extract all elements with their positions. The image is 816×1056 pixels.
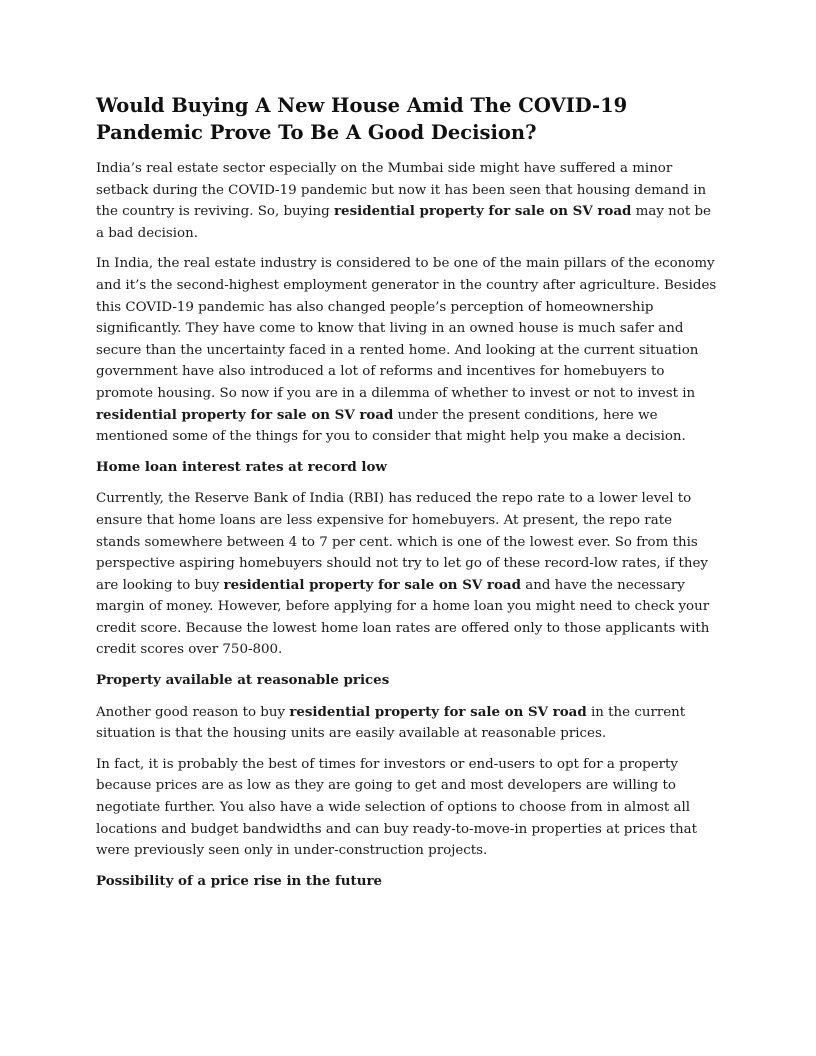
- intro-keyword: residential property for sale on SV road: [334, 203, 632, 220]
- context-paragraph: [96, 253, 720, 447]
- article-title: Would Buying A New House Amid The COVID-19 Pandemic Prove To Be A Good Decision?: [96, 94, 628, 144]
- intro-paragraph: [96, 158, 720, 244]
- section-heading-reasonable-prices: Property available at reasonable prices: [96, 672, 390, 689]
- context-keyword: residential property for sale on SV road: [96, 406, 394, 423]
- context-text-2: under the present conditions, here we mentioned some of the things for you to consider that might help you make a decision.: [96, 407, 686, 445]
- prices-keyword: residential property for sale on SV road: [289, 703, 587, 720]
- loan-keyword: residential property for sale on SV road: [223, 576, 521, 593]
- section-heading-loan-rates: Home loan interest rates at record low: [96, 458, 387, 475]
- context-text-1: In India, the real estate industry is considered to be one of the main pillars of the economy and it’s the second-highest employment generator in the country after agriculture. Besides this COVID-19 pandemic has also changed people’s perception of homeownership significantly. They have come to know that living in an owned house is much safer and secure than the uncertainty faced in a rented home. And looking at the current situation government have also introduced a lot of reforms and incentives for homebuyers to promote housing. So now if you are in a dilemma of whether to invest or not to invest in: [96, 256, 717, 401]
- document-page: [96, 92, 720, 902]
- section-heading-price-rise: Possibility of a price rise in the future: [96, 872, 383, 889]
- loan-text-1: Currently, the Reserve Bank of India (RBI) has reduced the repo rate to a lower level to ensure that home loans are less expensive for homebuyers. At present, the repo rate stands somewhere between 4 to 7 per cent. which is one of the lowest ever. So from this perspective aspiring homebuyers should not try to let go of these record-low rates, if they are looking to buy: [96, 491, 708, 593]
- prices-paragraph-2: In fact, it is probably the best of times for investors or end-users to opt for a property because prices are as low as they are going to get and most developers are willing to negotiate further. You also have a wide selection of options to choose from in almost all locations and budget bandwidths and can buy ready-to-move-in properties at prices that were previously seen only in under-construction projects.: [96, 756, 697, 859]
- intro-text-1: India’s real estate sector especially on the Mumbai side might have suffered a minor setback during the COVID-19 pandemic but now it has been seen that housing demand in the country is reviving. So, buying: [96, 161, 707, 220]
- loan-text-2: and have the necessary margin of money. However, before applying for a home loan you might need to check your credit score. Because the lowest home loan rates are offered only to those applicants with credit scores over 750-800.: [96, 577, 710, 658]
- prices-text-1: Another good reason to buy: [96, 704, 290, 720]
- loan-rates-paragraph: [96, 488, 720, 661]
- prices-paragraph-1: [96, 702, 720, 745]
- intro-text-2: may not be a bad decision.: [96, 204, 711, 241]
- prices-text-2: in the current situation is that the housing units are easily available at reasonable prices.: [96, 704, 686, 742]
